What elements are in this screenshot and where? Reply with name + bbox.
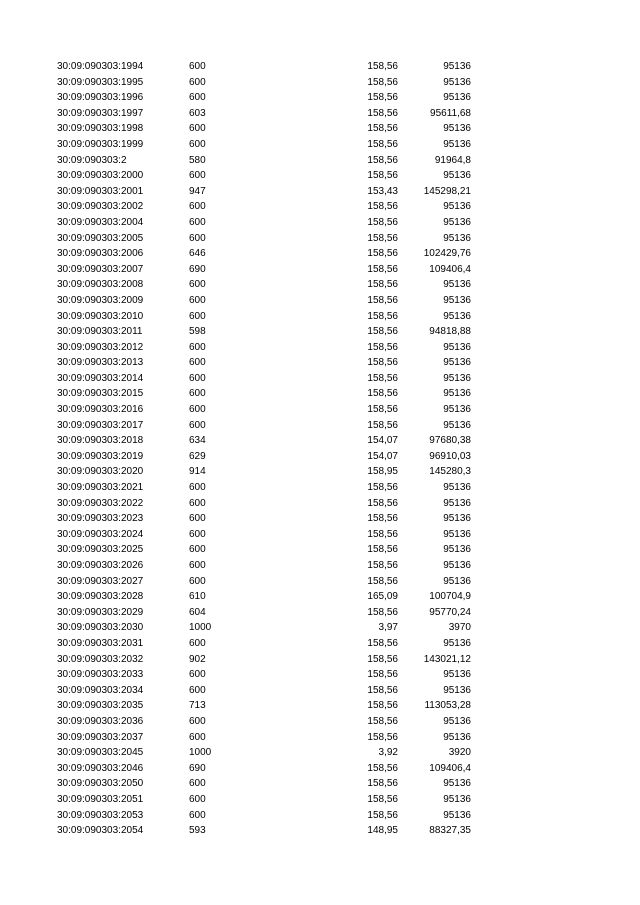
total-cell: 95136 — [443, 560, 471, 571]
table-row — [0, 574, 640, 590]
table-row — [0, 542, 640, 558]
price-cell: 158,56 — [367, 263, 398, 275]
area-cell: 947 — [189, 185, 206, 197]
total-cell: 95136 — [443, 778, 471, 790]
table-row — [0, 683, 640, 699]
price-cell: 158,56 — [367, 154, 398, 166]
table-row — [0, 184, 640, 200]
price-cell: 158,56 — [367, 279, 398, 291]
cadastral-number-cell: 30:09:090303:2017 — [57, 419, 144, 431]
cadastral-number-cell: 30:09:090303:2046 — [57, 762, 144, 774]
table-row — [0, 75, 640, 91]
area-cell: 600 — [189, 76, 206, 88]
price-cell: 148,95 — [367, 825, 398, 837]
cadastral-number-cell: 30:09:090303:2028 — [57, 591, 144, 603]
total-cell: 95136 — [443, 138, 471, 150]
area-cell: 600 — [189, 404, 206, 416]
area-cell: 600 — [189, 170, 206, 182]
price-cell: 154,07 — [367, 450, 398, 462]
cadastral-number-cell: 30:09:090303:2045 — [57, 747, 144, 759]
area-cell: 600 — [189, 715, 206, 727]
price-cell: 158,56 — [367, 61, 398, 72]
total-cell: 95136 — [443, 61, 471, 72]
price-cell: 158,56 — [367, 653, 398, 665]
cadastral-number-cell: 30:09:090303:2054 — [57, 825, 144, 837]
area-cell: 600 — [189, 201, 206, 213]
area-cell: 598 — [189, 326, 206, 338]
total-cell: 95136 — [443, 388, 471, 400]
area-cell: 600 — [189, 138, 206, 150]
price-cell: 158,56 — [367, 669, 398, 681]
table-row — [0, 808, 640, 824]
table-row — [0, 496, 640, 512]
price-cell: 3,92 — [378, 747, 398, 759]
total-cell: 95136 — [443, 170, 471, 182]
total-cell: 96910,03 — [429, 450, 471, 462]
total-cell: 109406,4 — [429, 263, 471, 275]
total-cell: 94818,88 — [429, 326, 471, 338]
price-cell: 158,56 — [367, 294, 398, 306]
area-cell: 690 — [189, 263, 206, 275]
area-cell: 600 — [189, 279, 206, 291]
area-cell: 600 — [189, 372, 206, 384]
table-row — [0, 231, 640, 247]
table-row — [0, 59, 640, 75]
cadastral-number-cell: 30:09:090303:2037 — [57, 731, 144, 743]
total-cell: 95136 — [443, 528, 471, 540]
total-cell: 95136 — [443, 372, 471, 384]
table-row — [0, 293, 640, 309]
table-row — [0, 153, 640, 169]
table-row — [0, 324, 640, 340]
total-cell: 95136 — [443, 76, 471, 88]
price-cell: 158,56 — [367, 404, 398, 416]
cadastral-number-cell: 30:09:090303:2051 — [57, 793, 144, 805]
cadastral-number-cell: 30:09:090303:1996 — [57, 92, 144, 104]
price-cell: 158,56 — [367, 482, 398, 494]
price-cell: 158,56 — [367, 762, 398, 774]
table-row — [0, 168, 640, 184]
cadastral-number-cell: 30:09:090303:2002 — [57, 201, 144, 213]
table-row — [0, 667, 640, 683]
area-cell: 603 — [189, 107, 206, 119]
total-cell: 95611,68 — [430, 107, 471, 119]
price-cell: 158,56 — [367, 606, 398, 618]
price-cell: 158,56 — [367, 731, 398, 743]
cadastral-number-cell: 30:09:090303:2012 — [57, 341, 144, 353]
table-row — [0, 277, 640, 293]
table-row — [0, 792, 640, 808]
cadastral-number-cell: 30:09:090303:2020 — [57, 466, 144, 478]
table-row — [0, 511, 640, 527]
cadastral-number-cell: 30:09:090303:2011 — [57, 326, 143, 338]
cadastral-number-cell: 30:09:090303:2034 — [57, 684, 144, 696]
area-cell: 600 — [189, 92, 206, 104]
table-row — [0, 605, 640, 621]
area-cell: 914 — [189, 466, 206, 478]
area-cell: 600 — [189, 123, 206, 135]
price-cell: 158,56 — [367, 700, 398, 712]
table-row — [0, 90, 640, 106]
total-cell: 95136 — [443, 232, 471, 244]
total-cell: 100704,9 — [429, 591, 471, 603]
price-cell: 158,56 — [367, 575, 398, 587]
cadastral-number-cell: 30:09:090303:2 — [57, 154, 127, 166]
area-cell: 713 — [189, 700, 206, 712]
cadastral-number-cell: 30:09:090303:2018 — [57, 435, 144, 447]
table-row — [0, 464, 640, 480]
price-cell: 158,95 — [367, 466, 398, 478]
price-cell: 158,56 — [367, 201, 398, 213]
cadastral-number-cell: 30:09:090303:2036 — [57, 715, 144, 727]
cadastral-number-cell: 30:09:090303:2014 — [57, 372, 144, 384]
cadastral-number-cell: 30:09:090303:2050 — [57, 778, 144, 790]
total-cell: 95136 — [443, 793, 471, 805]
cadastral-number-cell: 30:09:090303:2023 — [57, 513, 144, 525]
price-cell: 158,56 — [367, 715, 398, 727]
price-cell: 158,56 — [367, 310, 398, 322]
table-row — [0, 215, 640, 231]
total-cell: 95136 — [443, 715, 471, 727]
table-row — [0, 776, 640, 792]
total-cell: 95136 — [443, 497, 471, 509]
cadastral-number-cell: 30:09:090303:2021 — [57, 482, 144, 494]
price-cell: 158,56 — [367, 372, 398, 384]
cadastral-number-cell: 30:09:090303:2029 — [57, 606, 144, 618]
cadastral-number-cell: 30:09:090303:2019 — [57, 450, 144, 462]
cadastral-number-cell: 30:09:090303:2008 — [57, 279, 144, 291]
area-cell: 1000 — [189, 622, 212, 634]
cadastral-number-cell: 30:09:090303:2001 — [57, 185, 144, 197]
price-cell: 3,97 — [378, 622, 398, 634]
area-cell: 600 — [189, 809, 206, 821]
area-cell: 600 — [189, 341, 206, 353]
table-row — [0, 106, 640, 122]
total-cell: 145298,21 — [423, 185, 471, 197]
table-row — [0, 761, 640, 777]
area-cell: 604 — [189, 606, 206, 618]
price-cell: 153,43 — [367, 185, 398, 197]
total-cell: 97680,38 — [429, 435, 471, 447]
area-cell: 690 — [189, 762, 206, 774]
price-cell: 158,56 — [367, 513, 398, 525]
total-cell: 95136 — [443, 513, 471, 525]
table-row — [0, 730, 640, 746]
total-cell: 95136 — [443, 482, 471, 494]
area-cell: 600 — [189, 684, 206, 696]
price-cell: 158,56 — [367, 357, 398, 369]
cadastral-number-cell: 30:09:090303:2015 — [57, 388, 144, 400]
total-cell: 95136 — [443, 419, 471, 431]
total-cell: 95136 — [443, 684, 471, 696]
area-cell: 610 — [189, 591, 206, 603]
area-cell: 600 — [189, 528, 206, 540]
table-row — [0, 449, 640, 465]
area-cell: 600 — [189, 216, 206, 228]
cadastral-number-cell: 30:09:090303:2053 — [57, 809, 144, 821]
area-cell: 600 — [189, 294, 206, 306]
total-cell: 95136 — [443, 294, 471, 306]
table-row — [0, 418, 640, 434]
total-cell: 95136 — [443, 216, 471, 228]
cadastral-number-cell: 30:09:090303:2005 — [57, 232, 144, 244]
table-row — [0, 386, 640, 402]
area-cell: 600 — [189, 419, 206, 431]
cadastral-number-cell: 30:09:090303:2006 — [57, 248, 144, 260]
cadastral-number-cell: 30:09:090303:2009 — [57, 294, 144, 306]
cadastral-number-cell: 30:09:090303:2027 — [57, 575, 144, 587]
total-cell: 95136 — [443, 279, 471, 291]
area-cell: 600 — [189, 357, 206, 369]
data-table — [0, 59, 640, 839]
cadastral-number-cell: 30:09:090303:2025 — [57, 544, 144, 556]
price-cell: 158,56 — [367, 544, 398, 556]
total-cell: 3920 — [448, 747, 471, 759]
price-cell: 158,56 — [367, 326, 398, 338]
price-cell: 158,56 — [367, 388, 398, 400]
price-cell: 158,56 — [367, 809, 398, 821]
price-cell: 158,56 — [367, 497, 398, 509]
table-row — [0, 636, 640, 652]
total-cell: 143021,12 — [423, 653, 471, 665]
price-cell: 158,56 — [367, 560, 398, 571]
cadastral-number-cell: 30:09:090303:2022 — [57, 497, 144, 509]
area-cell: 634 — [189, 435, 206, 447]
area-cell: 600 — [189, 637, 206, 649]
price-cell: 158,56 — [367, 232, 398, 244]
area-cell: 1000 — [189, 747, 212, 759]
total-cell: 95136 — [443, 637, 471, 649]
total-cell: 95136 — [443, 201, 471, 213]
price-cell: 158,56 — [367, 248, 398, 260]
cadastral-number-cell: 30:09:090303:2030 — [57, 622, 144, 634]
total-cell: 145280,3 — [429, 466, 471, 478]
cadastral-number-cell: 30:09:090303:1995 — [57, 76, 144, 88]
table-row — [0, 558, 640, 574]
table-row — [0, 199, 640, 215]
area-cell: 600 — [189, 482, 206, 494]
cadastral-number-cell: 30:09:090303:1999 — [57, 138, 144, 150]
cadastral-number-cell: 30:09:090303:2035 — [57, 700, 144, 712]
total-cell: 109406,4 — [429, 762, 471, 774]
total-cell: 95136 — [443, 123, 471, 135]
total-cell: 113053,28 — [424, 700, 471, 712]
cadastral-number-cell: 30:09:090303:1994 — [57, 61, 144, 72]
table-row — [0, 823, 640, 839]
cadastral-number-cell: 30:09:090303:2026 — [57, 560, 144, 571]
cadastral-number-cell: 30:09:090303:2013 — [57, 357, 144, 369]
table-row — [0, 652, 640, 668]
price-cell: 158,56 — [367, 216, 398, 228]
area-cell: 600 — [189, 513, 206, 525]
total-cell: 95770,24 — [429, 606, 471, 618]
area-cell: 600 — [189, 232, 206, 244]
table-row — [0, 402, 640, 418]
cadastral-number-cell: 30:09:090303:2031 — [57, 637, 144, 649]
cadastral-number-cell: 30:09:090303:2010 — [57, 310, 144, 322]
price-cell: 158,56 — [367, 138, 398, 150]
table-row — [0, 137, 640, 153]
area-cell: 600 — [189, 669, 206, 681]
area-cell: 902 — [189, 653, 206, 665]
total-cell: 91964,8 — [434, 154, 471, 166]
table-row — [0, 371, 640, 387]
area-cell: 600 — [189, 544, 206, 556]
table-row — [0, 433, 640, 449]
total-cell: 95136 — [443, 575, 471, 587]
table-row — [0, 355, 640, 371]
area-cell: 600 — [189, 575, 206, 587]
cadastral-number-cell: 30:09:090303:2000 — [57, 170, 144, 182]
total-cell: 95136 — [443, 341, 471, 353]
total-cell: 102429,76 — [423, 248, 471, 260]
area-cell: 600 — [189, 560, 206, 571]
cadastral-number-cell: 30:09:090303:2007 — [57, 263, 144, 275]
total-cell: 95136 — [443, 404, 471, 416]
cadastral-number-cell: 30:09:090303:2024 — [57, 528, 144, 540]
table-row — [0, 309, 640, 325]
table-row — [0, 589, 640, 605]
table-row — [0, 340, 640, 356]
cadastral-number-cell: 30:09:090303:2033 — [57, 669, 144, 681]
table-row — [0, 480, 640, 496]
cadastral-number-cell: 30:09:090303:1998 — [57, 123, 144, 135]
price-cell: 158,56 — [367, 684, 398, 696]
price-cell: 158,56 — [367, 778, 398, 790]
table-row — [0, 527, 640, 543]
cadastral-number-cell: 30:09:090303:2016 — [57, 404, 144, 416]
price-cell: 158,56 — [367, 419, 398, 431]
price-cell: 158,56 — [367, 123, 398, 135]
cadastral-number-cell: 30:09:090303:2032 — [57, 653, 144, 665]
area-cell: 593 — [189, 825, 206, 837]
area-cell: 600 — [189, 310, 206, 322]
total-cell: 95136 — [443, 544, 471, 556]
area-cell: 629 — [189, 450, 206, 462]
total-cell: 95136 — [443, 92, 471, 104]
table-row — [0, 121, 640, 137]
area-cell: 646 — [189, 248, 206, 260]
area-cell: 600 — [189, 793, 206, 805]
area-cell: 600 — [189, 778, 206, 790]
total-cell: 95136 — [443, 731, 471, 743]
area-cell: 600 — [189, 61, 206, 72]
area-cell: 600 — [189, 497, 206, 509]
price-cell: 158,56 — [367, 107, 398, 119]
table-row — [0, 262, 640, 278]
area-cell: 600 — [189, 731, 206, 743]
table-row — [0, 246, 640, 262]
price-cell: 165,09 — [367, 591, 398, 603]
area-cell: 600 — [189, 388, 206, 400]
cadastral-number-cell: 30:09:090303:1997 — [57, 107, 144, 119]
total-cell: 95136 — [443, 357, 471, 369]
price-cell: 154,07 — [367, 435, 398, 447]
total-cell: 95136 — [443, 669, 471, 681]
price-cell: 158,56 — [367, 637, 398, 649]
total-cell: 95136 — [443, 809, 471, 821]
cadastral-number-cell: 30:09:090303:2004 — [57, 216, 144, 228]
price-cell: 158,56 — [367, 76, 398, 88]
price-cell: 158,56 — [367, 793, 398, 805]
price-cell: 158,56 — [367, 92, 398, 104]
price-cell: 158,56 — [367, 341, 398, 353]
table-row — [0, 745, 640, 761]
total-cell: 95136 — [443, 310, 471, 322]
area-cell: 580 — [189, 154, 206, 166]
price-cell: 158,56 — [367, 170, 398, 182]
table-row — [0, 698, 640, 714]
table-row — [0, 620, 640, 636]
table-row — [0, 714, 640, 730]
total-cell: 3970 — [448, 622, 471, 634]
total-cell: 88327,35 — [429, 825, 471, 837]
price-cell: 158,56 — [367, 528, 398, 540]
